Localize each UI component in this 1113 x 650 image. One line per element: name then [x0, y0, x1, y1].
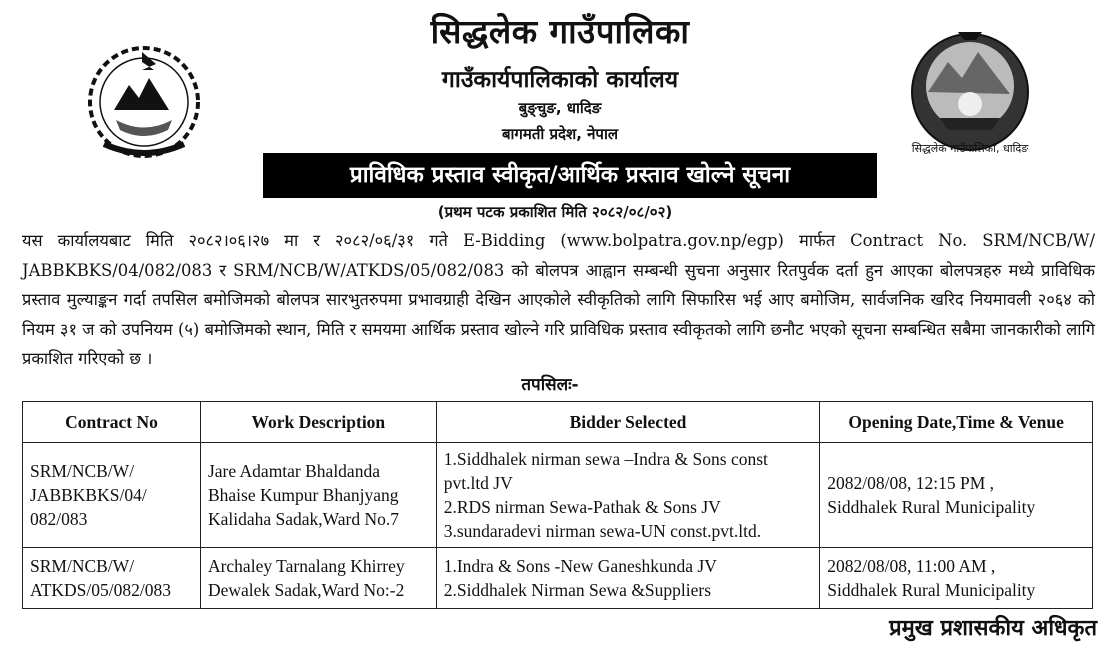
cell-line: Archaley Tarnalang Khirrey	[207, 556, 405, 576]
cell-line: SRM/NCB/W/	[30, 556, 135, 576]
tender-table	[22, 401, 1093, 609]
cell-line: 2.Siddhalek Nirman Sewa &Suppliers	[443, 580, 712, 600]
table-row	[23, 443, 1093, 548]
cell-line: pvt.ltd JV	[443, 473, 513, 493]
cell-line: 1.Indra & Sons -New Ganeshkunda JV	[443, 556, 717, 576]
column-header: Work Description	[200, 402, 436, 443]
cell-line: 082/083	[30, 509, 88, 529]
opening-cell	[820, 548, 1093, 609]
work-description-cell	[200, 548, 436, 609]
table-row	[23, 548, 1093, 609]
cell-line: 2.RDS nirman Sewa-Pathak & Sons JV	[443, 497, 721, 517]
details-subhead: तपसिलः-	[521, 375, 579, 395]
cell-line: Siddhalek Rural Municipality	[827, 497, 1036, 517]
cell-line: Kalidaha Sadak,Ward No.7	[207, 509, 399, 529]
cell-line: JABBKBKS/04/	[30, 485, 147, 505]
notice-body: यस कार्यालयबाट मिति २०८२।०६।२७ मा र २०८२/०६/३१ गते E-Bidding (www.bolpatra.gov.np/egp) मार्फत Contract No. SRM/NCB/W/ JABBKBKS/04/082/083 र SRM/NCB/W/ATKDS/05/082/083 को बोलपत्र आह्वान सम्बन्धी सुचना अनुसार रितपुर्वक दर्ता हुन आएका बोलपत्रहरु मध्ये प्राविधिक प्रस्ताव मुल्याङ्कन गर्दा तपसिल बमोजिमको बोलपत्र सारभुतरुपमा प्रभावग्राही देखिन आएकोले स्वीकृतिको लागि सिफारिस भई आए बमोजिम, सार्वजनिक खरिद नियमावली २०६४ को नियम ३१ ज को उपनियम (५) बमोजिमको स्थान, मिति र समयमा आर्थिक प्रस्ताव खोल्ने गरि प्राविधिक प्रस्ताव स्वीकृतको लागि छनौट भएको सूचना सम्बन्धित सबैमा जानकारीको लागि प्रकाशित गरिएको छ ।	[22, 231, 1095, 368]
municipality-logo-caption: सिद्धलेक गाउँपालिका, धादिङ	[911, 142, 1029, 155]
nepal-emblem-logo	[84, 40, 204, 160]
cell-line: 1.Siddhalek nirman sewa –Indra & Sons const	[443, 449, 768, 469]
municipality-logo	[900, 22, 1040, 162]
cell-line: ATKDS/05/082/083	[30, 580, 171, 600]
column-header: Opening Date,Time & Venue	[820, 402, 1093, 443]
contract-no-cell	[23, 443, 201, 548]
column-header: Contract No	[23, 402, 201, 443]
cell-line: Dewalek Sadak,Ward No:-2	[207, 580, 405, 600]
cell-line: SRM/NCB/W/	[30, 461, 135, 481]
org-name: सिद्धलेक गाउँपालिका	[430, 12, 690, 51]
work-description-cell	[200, 443, 436, 548]
cell-line: 3.sundaradevi nirman sewa-UN const.pvt.ltd.	[443, 521, 762, 541]
signatory-title: प्रमुख प्रशासकीय अधिकृत	[889, 616, 1097, 641]
bidder-cell	[436, 548, 820, 609]
bidder-cell	[436, 443, 820, 548]
opening-cell	[820, 443, 1093, 548]
cell-line: Bhaise Kumpur Bhanjyang	[207, 485, 399, 505]
notice-title-banner: प्राविधिक प्रस्ताव स्वीकृत/आर्थिक प्रस्ताव खोल्ने सूचना	[263, 153, 877, 198]
cell-line: 2082/08/08, 12:15 PM ,	[827, 473, 995, 493]
table-header-row	[23, 402, 1093, 443]
office-name: गाउँकार्यपालिकाको कार्यालय	[441, 67, 679, 93]
cell-line: Jare Adamtar Bhaldanda	[207, 461, 380, 481]
contract-no-cell	[23, 548, 201, 609]
published-date: (प्रथम पटक प्रकाशित मिति २०८२/०८/०२)	[437, 203, 673, 221]
address-line-1: बुङ्चुङ, धादिङ	[518, 99, 602, 117]
cell-line: Siddhalek Rural Municipality	[827, 580, 1036, 600]
cell-line: 2082/08/08, 11:00 AM ,	[827, 556, 996, 576]
column-header: Bidder Selected	[436, 402, 820, 443]
address-line-2: बागमती प्रदेश, नेपाल	[501, 125, 619, 143]
